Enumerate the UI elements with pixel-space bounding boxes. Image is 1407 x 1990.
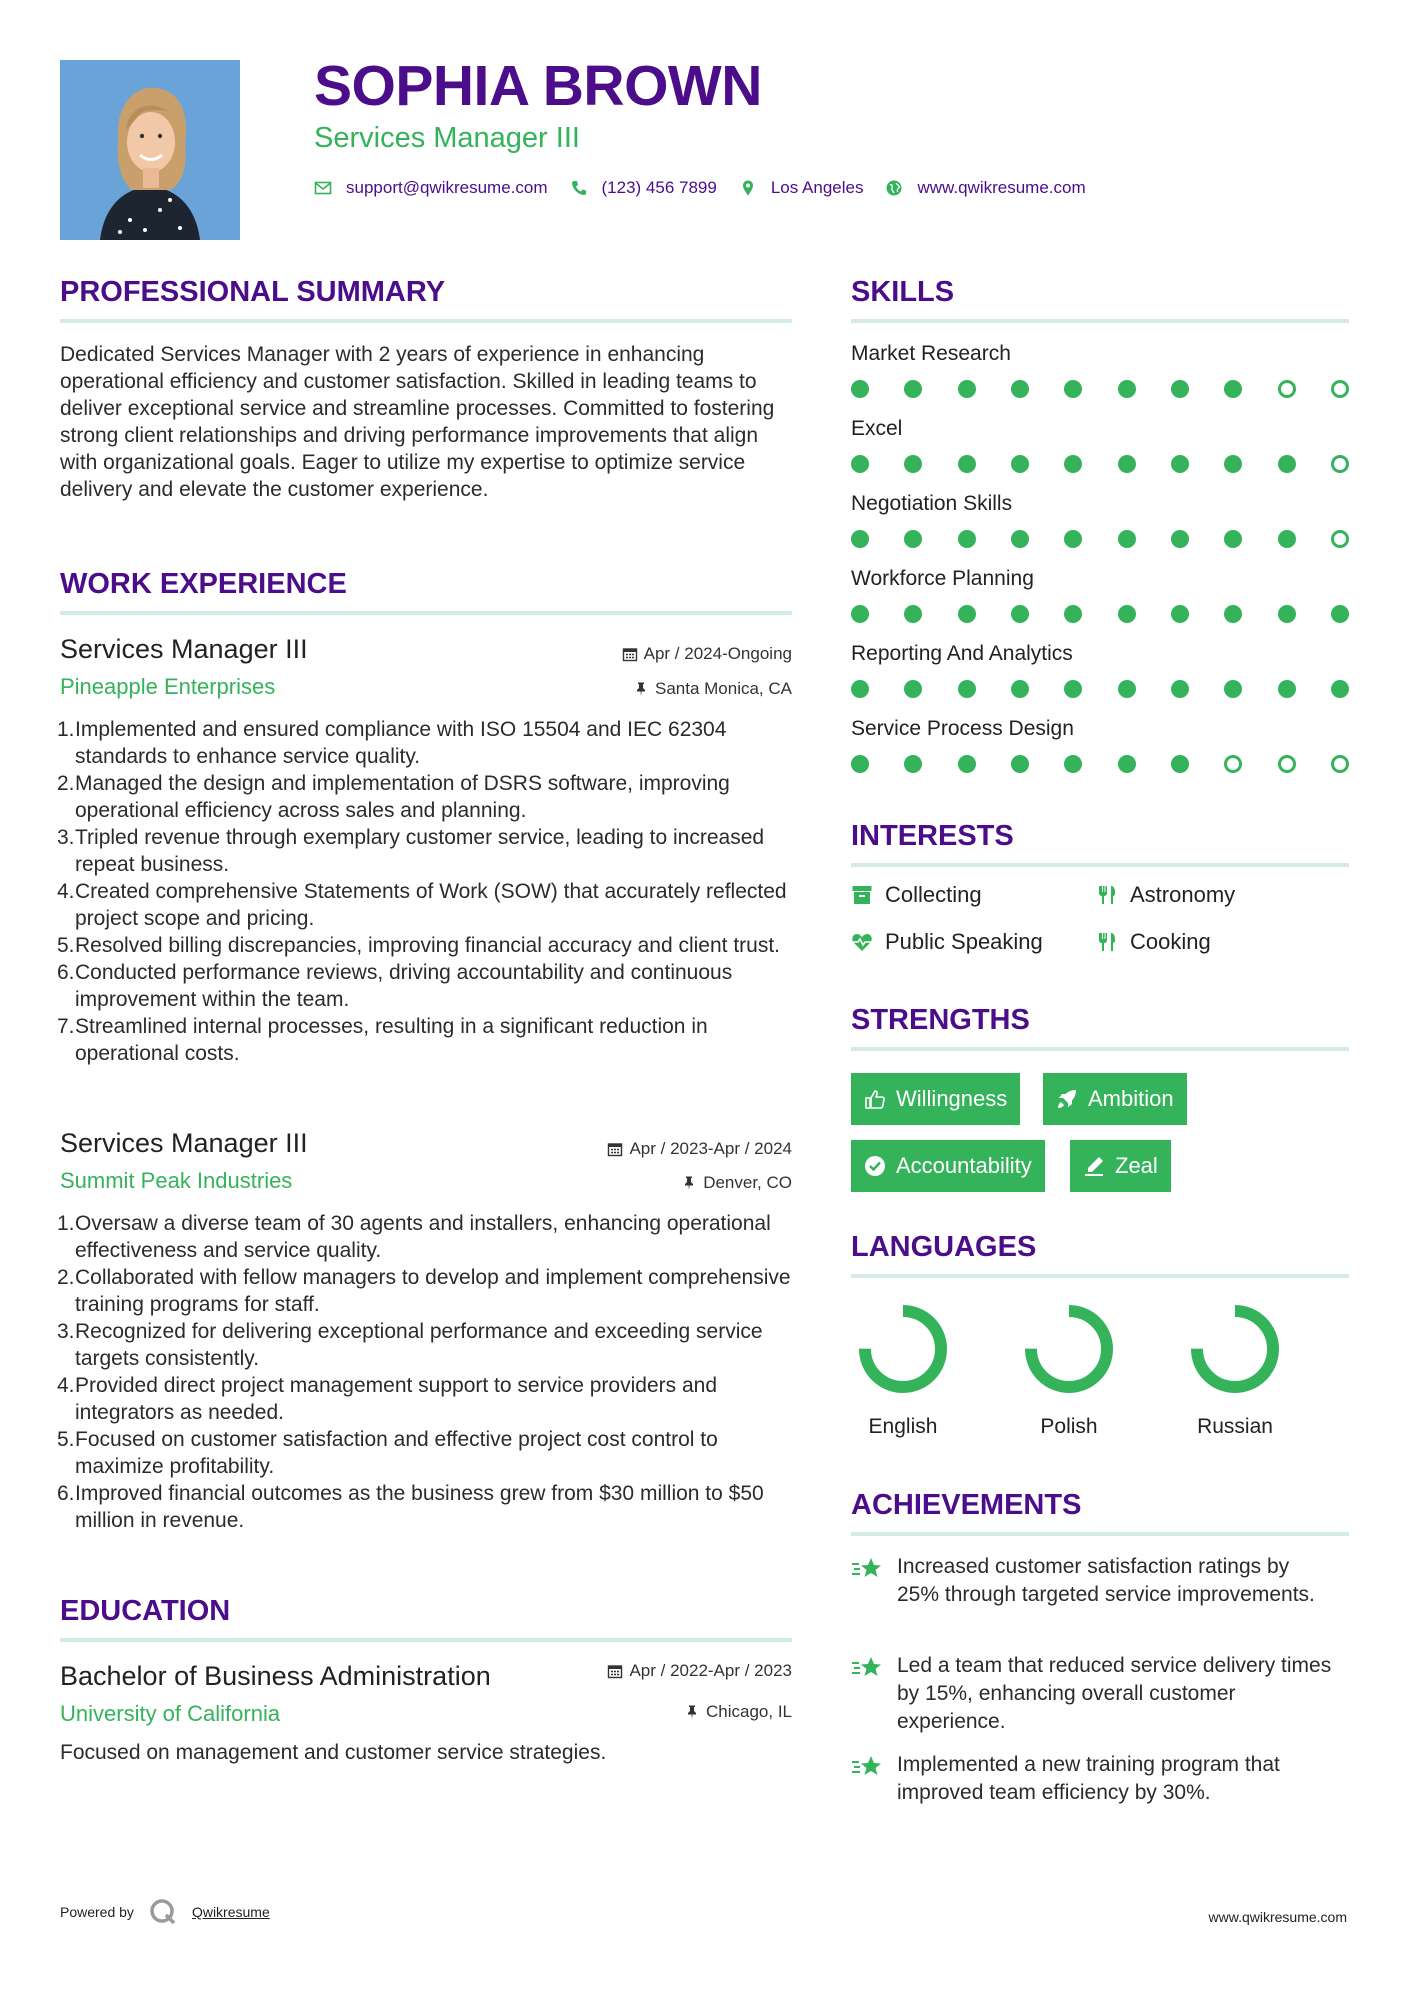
rating-dot-filled: [851, 380, 869, 398]
rating-dot-filled: [1171, 605, 1189, 623]
thumbs-up-icon: [864, 1088, 886, 1110]
rating-dot-filled: [958, 755, 976, 773]
language-item: [1185, 1301, 1285, 1439]
bullet-number: 6.: [57, 961, 75, 984]
bullet-number: 3.: [57, 826, 75, 849]
rating-dot-filled: [1064, 755, 1082, 773]
check-circle-icon: [864, 1155, 886, 1177]
bullet-text: Recognized for delivering exceptional performance and exceeding service targets consistently.: [75, 1320, 763, 1370]
education-description: Focused on management and customer service strategies.: [60, 1741, 607, 1764]
strengths-divider: [851, 1047, 1349, 1051]
candidate-role: Services Manager III: [314, 122, 580, 154]
rating-dot-filled: [958, 530, 976, 548]
language-label: Russian: [1197, 1415, 1273, 1438]
rating-dot-filled: [904, 380, 922, 398]
pushpin-icon: [681, 1175, 697, 1191]
map-marker-icon: [739, 179, 757, 197]
degree-title: Bachelor of Business Administration: [60, 1661, 491, 1691]
rating-dot-filled: [1118, 605, 1136, 623]
language-level-gauge: [1187, 1301, 1283, 1397]
rating-dot-filled: [904, 605, 922, 623]
bullet-text: Managed the design and implementation of DSRS software, improving operational efficiency across sales and planning.: [75, 772, 730, 822]
summary-text: Dedicated Services Manager with 2 years of experience in enhancing operational efficiency and customer satisfaction. Skilled in leading teams to deliver exceptional service and streamline processes. Committed to fostering strong client relationships and driving performance improvements that align with organizational goals. Eager to utilize my expertise to optimize service delivery and elevate the customer experience.: [60, 343, 775, 501]
interest-label: Cooking: [1130, 929, 1211, 954]
summary-divider: [60, 319, 792, 323]
experience-heading: WORK EXPERIENCE: [60, 568, 347, 600]
strength-badge: [851, 1073, 1020, 1125]
interest-label: Collecting: [885, 882, 982, 907]
pushpin-icon: [684, 1704, 700, 1720]
bullet-number: 1.: [57, 1212, 75, 1235]
education-heading: EDUCATION: [60, 1595, 231, 1627]
phone-icon: [570, 179, 588, 197]
rocket-icon: [1056, 1088, 1078, 1110]
achievement-bullet: [57, 716, 797, 770]
language-item: [1019, 1301, 1119, 1439]
languages-divider: [851, 1274, 1349, 1278]
interest-item: [851, 882, 982, 908]
rating-dot-filled: [1064, 605, 1082, 623]
email-text: support@qwikresume.com: [346, 178, 548, 197]
achievement-bullet: [57, 878, 797, 932]
achievement-bullet: [57, 1264, 797, 1318]
company-name: Pineapple Enterprises: [60, 674, 276, 699]
job-dates-text: Apr / 2023-Apr / 2024: [629, 1139, 792, 1158]
rating-dot-filled: [958, 605, 976, 623]
bullet-text: Streamlined internal processes, resulting in a significant reduction in operational costs.: [75, 1015, 708, 1065]
star-icon: [851, 1555, 885, 1583]
interest-item: [1096, 929, 1211, 955]
bullet-text: Resolved billing discrepancies, improving financial accuracy and client trust.: [75, 934, 781, 957]
contact-location: [739, 178, 864, 198]
bullet-number: 4.: [57, 880, 75, 903]
calendar-icon: [607, 1663, 623, 1679]
rating-dot-filled: [1064, 455, 1082, 473]
star-icon: [851, 1753, 885, 1781]
rating-dot-filled: [851, 680, 869, 698]
rating-dot-empty: [1224, 755, 1242, 773]
job-dates-text: Apr / 2024-Ongoing: [643, 644, 792, 663]
job-dates: [622, 645, 792, 662]
interest-item: [851, 929, 1043, 955]
candidate-name: SOPHIA BROWN: [314, 54, 762, 118]
achievement-bullet: [57, 959, 797, 1013]
rating-dot-filled: [1331, 680, 1349, 698]
skills-heading: SKILLS: [851, 276, 955, 308]
language-level-gauge: [1021, 1301, 1117, 1397]
bullet-number: 7.: [57, 1015, 75, 1038]
pushpin-icon: [633, 681, 649, 697]
rating-dot-filled: [1171, 380, 1189, 398]
achievement-bullet: [57, 1426, 797, 1480]
interest-label: Astronomy: [1130, 882, 1236, 907]
job-title: Services Manager III: [60, 634, 308, 664]
rating-dot-filled: [1331, 605, 1349, 623]
strength-badge: [851, 1140, 1045, 1192]
job-location: [681, 1174, 792, 1191]
rating-dot-filled: [1011, 530, 1029, 548]
skill-rating: [851, 455, 1349, 473]
job-dates: [607, 1140, 792, 1157]
bullet-number: 6.: [57, 1482, 75, 1505]
rating-dot-filled: [904, 530, 922, 548]
rating-dot-filled: [1011, 380, 1029, 398]
achievement-item: [851, 1652, 1337, 1736]
rating-dot-filled: [904, 680, 922, 698]
bullet-text: Tripled revenue through exemplary customer service, leading to increased repeat business.: [75, 826, 765, 876]
rating-dot-filled: [851, 455, 869, 473]
rating-dot-empty: [1331, 755, 1349, 773]
qwikresume-link[interactable]: Qwikresume: [191, 1904, 270, 1920]
strengths-heading: STRENGTHS: [851, 1004, 1030, 1036]
rating-dot-filled: [1224, 380, 1242, 398]
skill-name: Workforce Planning: [851, 567, 1034, 590]
job-location-text: Denver, CO: [703, 1173, 792, 1192]
strength-label: Zeal: [1115, 1153, 1158, 1178]
rating-dot-filled: [1224, 455, 1242, 473]
calendar-icon: [622, 646, 638, 662]
rating-dot-filled: [958, 680, 976, 698]
qwikresume-logo-icon: [148, 1897, 178, 1927]
rating-dot-filled: [1171, 755, 1189, 773]
language-item: [853, 1301, 953, 1439]
contact-website[interactable]: [885, 178, 1085, 198]
rating-dot-filled: [958, 455, 976, 473]
achievement-bullet: [57, 824, 797, 878]
website-text: www.qwikresume.com: [917, 178, 1086, 197]
rating-dot-filled: [1224, 530, 1242, 548]
phone-text: (123) 456 7899: [601, 178, 717, 197]
heartbeat-icon: [851, 931, 873, 953]
bullet-text: Focused on customer satisfaction and effective project cost control to maximize profitability.: [75, 1428, 718, 1478]
interests-heading: INTERESTS: [851, 820, 1014, 852]
bullet-number: 2.: [57, 1266, 75, 1289]
achievement-bullet: [57, 1013, 797, 1067]
rating-dot-empty: [1278, 755, 1296, 773]
rating-dot-filled: [958, 380, 976, 398]
rating-dot-empty: [1331, 530, 1349, 548]
skill-name: Negotiation Skills: [851, 492, 1013, 515]
bullet-number: 1.: [57, 718, 75, 741]
skill-name: Excel: [851, 417, 903, 440]
rating-dot-filled: [1011, 455, 1029, 473]
footer-powered-by: [60, 1897, 270, 1927]
bullet-text: Collaborated with fellow managers to develop and implement comprehensive training programs for staff.: [75, 1266, 791, 1316]
school-name: University of California: [60, 1701, 281, 1726]
rating-dot-filled: [904, 455, 922, 473]
summary-heading: PROFESSIONAL SUMMARY: [60, 276, 446, 308]
achievement-item: [851, 1751, 1337, 1807]
powered-by-text: Powered by: [60, 1904, 134, 1920]
interest-label: Public Speaking: [885, 929, 1043, 954]
achievement-bullet: [57, 770, 797, 824]
rating-dot-filled: [1011, 680, 1029, 698]
achievement-bullet: [57, 1480, 797, 1534]
rating-dot-filled: [851, 530, 869, 548]
company-name: Summit Peak Industries: [60, 1168, 293, 1193]
bullet-number: 2.: [57, 772, 75, 795]
bullet-text: Implemented and ensured compliance with ISO 15504 and IEC 62304 standards to enhance service quality.: [75, 718, 727, 768]
rating-dot-filled: [1064, 380, 1082, 398]
bullet-text: Improved financial outcomes as the business grew from $30 million to $50 million in revenue.: [75, 1482, 764, 1532]
utensils-icon: [1096, 884, 1118, 906]
rating-dot-filled: [851, 755, 869, 773]
strength-label: Accountability: [896, 1153, 1032, 1178]
bullet-text: Created comprehensive Statements of Work (SOW) that accurately reflected project scope and pricing.: [75, 880, 787, 930]
rating-dot-empty: [1278, 380, 1296, 398]
rating-dot-filled: [1171, 455, 1189, 473]
language-level-gauge: [855, 1301, 951, 1397]
job-location: [633, 680, 792, 697]
rating-dot-filled: [1118, 755, 1136, 773]
achievements-divider: [851, 1532, 1349, 1536]
rating-dot-filled: [1278, 530, 1296, 548]
language-level-arc: [1197, 1311, 1273, 1387]
rating-dot-filled: [1011, 755, 1029, 773]
achievement-text: Led a team that reduced service delivery times by 15%, enhancing overall customer experience.: [897, 1654, 1332, 1733]
skill-name: Reporting And Analytics: [851, 642, 1073, 665]
pen-icon: [1083, 1155, 1105, 1177]
rating-dot-filled: [904, 755, 922, 773]
job-title: Services Manager III: [60, 1128, 308, 1158]
interest-item: [1096, 882, 1235, 908]
archive-icon: [851, 884, 873, 906]
skill-rating: [851, 605, 1349, 623]
education-location: [684, 1703, 792, 1720]
achievements-heading: ACHIEVEMENTS: [851, 1489, 1082, 1521]
rating-dot-filled: [1118, 680, 1136, 698]
bullet-number: 3.: [57, 1320, 75, 1343]
education-divider: [60, 1638, 792, 1642]
rating-dot-filled: [1118, 455, 1136, 473]
contact-email[interactable]: [314, 178, 548, 198]
rating-dot-filled: [1278, 605, 1296, 623]
language-label: Polish: [1040, 1415, 1098, 1438]
contact-row: [314, 178, 1108, 198]
envelope-icon: [314, 179, 332, 197]
strength-label: Ambition: [1088, 1086, 1174, 1111]
achievement-bullet: [57, 1210, 797, 1264]
strength-badge: [1070, 1140, 1171, 1192]
rating-dot-filled: [1171, 680, 1189, 698]
utensils-icon: [1096, 931, 1118, 953]
rating-dot-filled: [1064, 680, 1082, 698]
languages-heading: LANGUAGES: [851, 1231, 1037, 1263]
skill-rating: [851, 680, 1349, 698]
bullet-text: Oversaw a diverse team of 30 agents and installers, enhancing operational effectiveness and service quality.: [75, 1212, 771, 1262]
job-location-text: Santa Monica, CA: [654, 679, 792, 698]
skills-divider: [851, 319, 1349, 323]
education-dates: [607, 1662, 792, 1679]
globe-icon: [885, 179, 903, 197]
rating-dot-filled: [851, 605, 869, 623]
skill-rating: [851, 530, 1349, 548]
rating-dot-filled: [1278, 455, 1296, 473]
contact-phone[interactable]: [570, 178, 717, 198]
strength-badge: [1043, 1073, 1187, 1125]
education-dates-text: Apr / 2022-Apr / 2023: [629, 1661, 792, 1680]
achievement-item: [851, 1553, 1337, 1609]
language-level-arc: [1031, 1311, 1107, 1387]
rating-dot-filled: [1011, 605, 1029, 623]
achievement-bullet: [57, 1318, 797, 1372]
strength-label: Willingness: [896, 1086, 1008, 1111]
footer-website[interactable]: www.qwikresume.com: [1208, 1909, 1347, 1925]
rating-dot-empty: [1331, 455, 1349, 473]
bullet-text: Conducted performance reviews, driving accountability and continuous improvement within the team.: [75, 961, 733, 1011]
achievement-bullet: [57, 932, 797, 959]
skill-name: Service Process Design: [851, 717, 1074, 740]
profile-photo: [60, 60, 240, 240]
skill-name: Market Research: [851, 342, 1011, 365]
job-achievements-list: [57, 716, 797, 1067]
rating-dot-empty: [1331, 380, 1349, 398]
job-achievements-list: [57, 1210, 797, 1534]
rating-dot-filled: [1224, 605, 1242, 623]
bullet-text: Provided direct project management support to service providers and integrators as needed.: [75, 1374, 717, 1424]
rating-dot-filled: [1064, 530, 1082, 548]
bullet-number: 5.: [57, 934, 75, 957]
bullet-number: 4.: [57, 1374, 75, 1397]
language-label: English: [868, 1415, 938, 1438]
rating-dot-filled: [1171, 530, 1189, 548]
rating-dot-filled: [1278, 680, 1296, 698]
rating-dot-filled: [1224, 680, 1242, 698]
rating-dot-filled: [1118, 530, 1136, 548]
education-location-text: Chicago, IL: [706, 1702, 792, 1721]
achievement-text: Increased customer satisfaction ratings by 25% through targeted service improvements.: [897, 1555, 1315, 1606]
achievement-text: Implemented a new training program that improved team efficiency by 30%.: [897, 1753, 1280, 1804]
skill-rating: [851, 755, 1349, 773]
bullet-number: 5.: [57, 1428, 75, 1451]
star-icon: [851, 1654, 885, 1682]
language-level-arc: [865, 1311, 941, 1387]
skill-rating: [851, 380, 1349, 398]
interests-divider: [851, 863, 1349, 867]
rating-dot-filled: [1118, 380, 1136, 398]
calendar-icon: [607, 1141, 623, 1157]
location-text: Los Angeles: [770, 178, 864, 197]
achievement-bullet: [57, 1372, 797, 1426]
experience-divider: [60, 611, 792, 615]
